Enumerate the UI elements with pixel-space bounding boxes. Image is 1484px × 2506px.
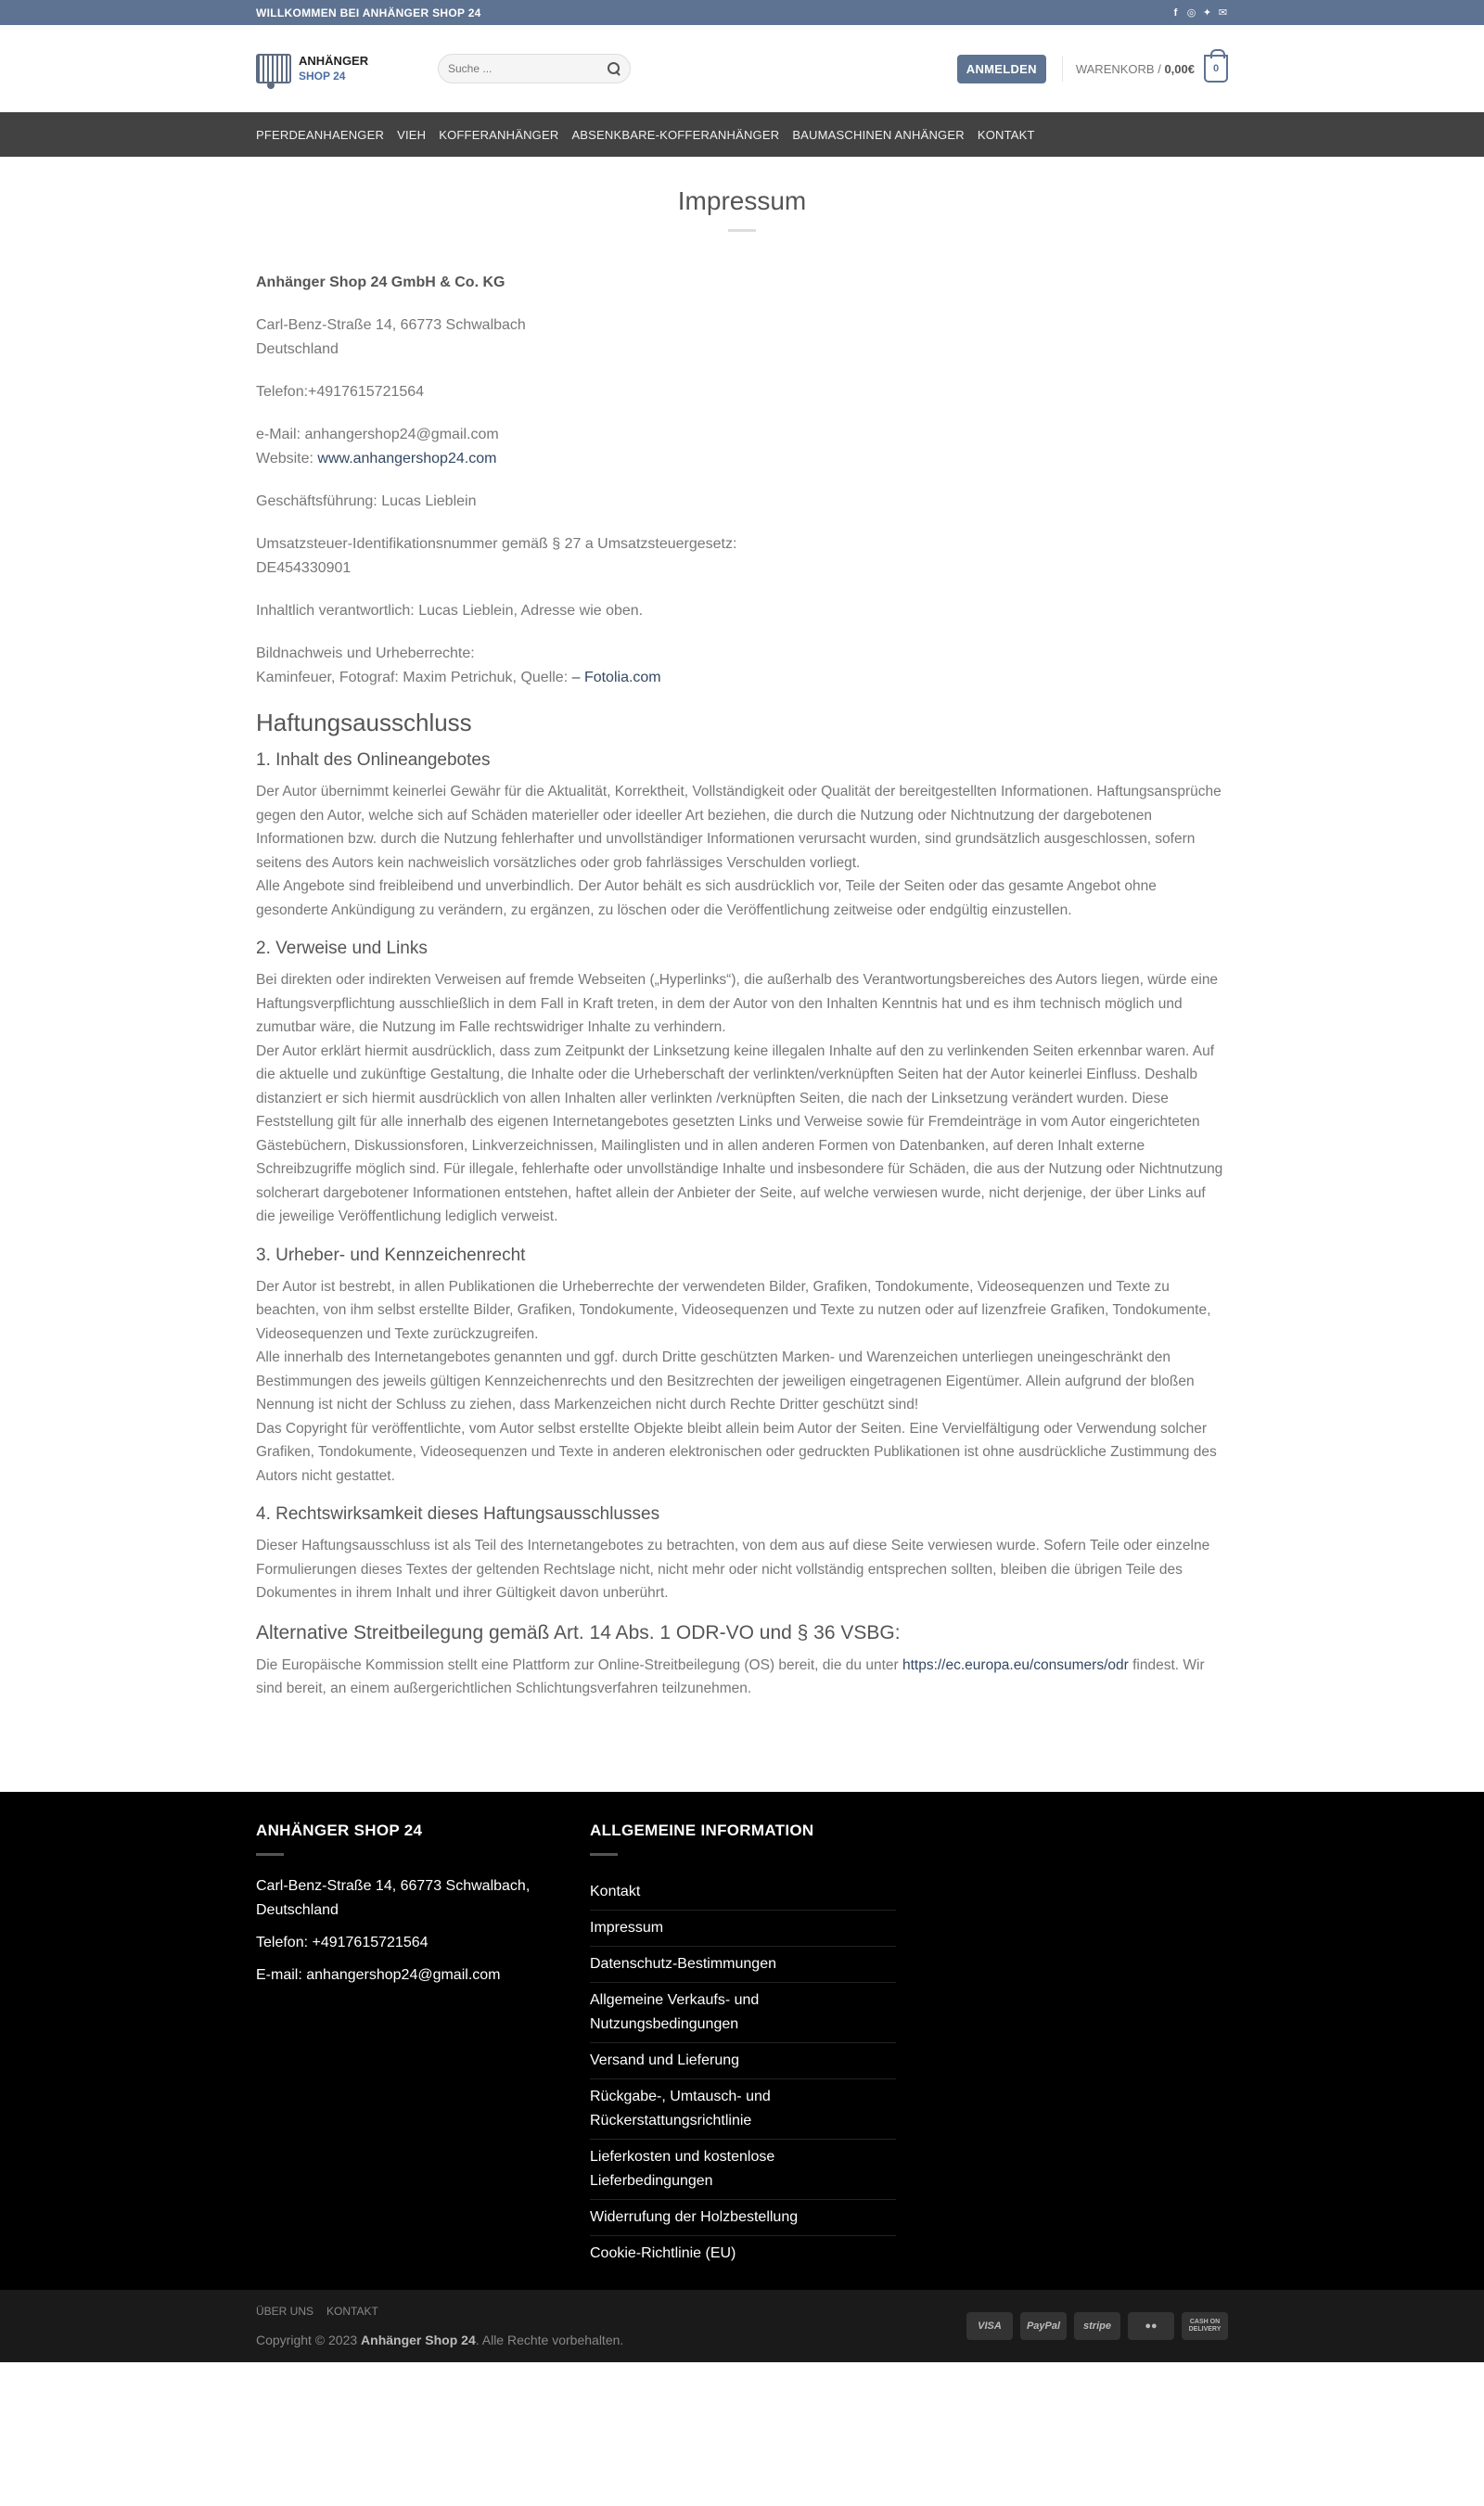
visa-icon: VISA [966,2312,1013,2340]
management: Geschäftsführung: Lucas Lieblein [256,493,477,509]
logo-line1: ANHÄNGER [299,54,369,68]
image-credits-title: Bildnachweis und Urheberrechte: [256,646,475,661]
search-box [438,54,631,83]
footer-link-rueckgabe[interactable]: Rückgabe-, Umtausch- und Rückerstattungsrichtlinie [590,2079,896,2140]
footer-link-versand[interactable]: Versand und Lieferung [590,2043,896,2079]
footer-column-info [590,1822,896,2271]
section-3-heading: 3. Urheber- und Kennzeichenrecht [256,1245,526,1265]
footer-divider [590,1853,618,1856]
cart-amount: 0,00€ [1164,61,1195,76]
instagram-icon[interactable]: ◎ [1186,7,1196,19]
contact-info [256,423,1228,471]
odr-heading: Alternative Streitbeilegung gemäß Art. 14 Abs. 1 ODR-VO und § 36 VSBG: [256,1621,901,1643]
address-line1: Carl-Benz-Straße 14, 66773 Schwalbach [256,317,526,333]
vat-line1: Umsatzsteuer-Identifikationsnummer gemäß § 27 a Umsatzsteuergesetz: [256,536,737,552]
section-2-paragraph-1: Bei direkten oder indirekten Verweisen auf fremde Webseiten („Hyperlinks“), die außerhalb des Verantwortungsbereiches des Autors liegen, würde eine Haftungsverpflichtung ausschließlich in dem Fall in Kraft treten, in dem der Autor von den Inhalten Kenntnis hat und es ihm technisch möglich und zumutbar wäre, die Nutzung im Falle rechtswidriger Inhalte zu verhindern. [256,972,1219,1035]
header-divider [1062,56,1063,82]
header [0,25,1484,112]
odr-paragraph [256,1654,1228,1701]
company-name: Anhänger Shop 24 GmbH & Co. KG [256,275,505,290]
email-icon[interactable]: ✉ [1218,7,1228,19]
copyright-brand: Anhänger Shop 24 [361,2332,476,2347]
main-content [0,157,1484,1701]
section-3-paragraph-2: Alle innerhalb des Internetangebotes genannten und ggf. durch Dritte geschützten Marken- und Warenzeichen unterliegen uneingeschränkt den Bestimmungen des jeweils gültigen Kennzeichenrechts und den Besitzrechten der jeweiligen eingetragenen Eigentümer. Allein aufgrund der bloßen Nennung ist nicht der Schluss zu ziehen, dass Markenzeichen nicht durch Rechte Dritter geschützt sind! [256,1349,1195,1413]
disclaimer-heading: Haftungsausschluss [256,709,472,736]
footer-info-menu [590,1874,896,2271]
mastercard-icon: ●● [1128,2312,1174,2340]
footer-address: Carl-Benz-Straße 14, 66773 Schwalbach, Deutschland [256,1877,531,1918]
section-1-heading: 1. Inhalt des Onlineangebotes [256,750,491,770]
email: e-Mail: anhangershop24@gmail.com [256,427,499,442]
nav-item-vieh[interactable]: VIEH [397,127,427,142]
cart-bag-icon[interactable] [1204,55,1228,83]
footer-link-kontakt[interactable]: Kontakt [590,1874,896,1911]
logo[interactable] [256,54,438,83]
bottom-footer [0,2290,1484,2362]
vat-info [256,532,1228,581]
footer-shop-heading: ANHÄNGER SHOP 24 [256,1821,423,1839]
copyright-prefix: Copyright © 2023 [256,2332,358,2347]
section-2-heading: 2. Verweise und Links [256,939,428,958]
payment-icons [966,2312,1228,2340]
cart-count: 0 [1212,63,1220,74]
facebook-icon[interactable]: f [1173,6,1178,19]
cash-on-delivery-icon: CASH ON DELIVERY [1182,2312,1228,2340]
nav-item-kontakt[interactable]: KONTAKT [977,127,1035,142]
title-divider [728,229,756,232]
paypal-icon: PayPal [1020,2312,1067,2340]
top-bar [0,0,1484,25]
footer [0,1792,1484,2290]
footer-column-shop [256,1822,590,2271]
main-nav [0,112,1484,157]
footer-link-cookie[interactable]: Cookie-Richtlinie (EU) [590,2244,736,2261]
website-label: Website: [256,451,313,467]
footer-email: E-mail: anhangershop24@gmail.com [256,1966,501,1983]
page-title: Impressum [677,186,807,215]
footer-link-datenschutz[interactable]: Datenschutz-Bestimmungen [590,1947,896,1983]
address [256,313,1228,362]
footer-bottom-link-kontakt[interactable]: KONTAKT [326,2304,378,2318]
phone: Telefon:+4917615721564 [256,384,425,400]
footer-phone: Telefon: +4917615721564 [256,1934,429,1950]
section-3-paragraph-3: Das Copyright für veröffentlichte, vom Autor selbst erstellte Objekte bleibt allein beim Autor der Seiten. Eine Vervielfältigung oder Verwendung solcher Grafiken, Tondokumente, Videosequenzen und Texte in anderen elektronischen oder gedruckten Publikationen ist ohne ausdrückliche Zustimmung des Autors nicht gestattet. [256,1420,1217,1484]
login-button[interactable]: ANMELDEN [957,55,1046,83]
responsible: Inhaltlich verantwortlich: Lucas Lieblein, Adresse wie oben. [256,603,644,619]
welcome-text: WILLKOMMEN BEI ANHÄNGER SHOP 24 [256,6,481,19]
copyright [256,2333,623,2347]
footer-link-widerrufung[interactable]: Widerrufung der Holzbestellung [590,2200,896,2236]
address-line2: Deutschland [256,341,339,357]
copyright-suffix: . Alle Rechte vorbehalten. [475,2332,624,2347]
search-icon[interactable] [608,62,620,75]
footer-divider [256,1853,284,1856]
section-1-paragraph-2: Alle Angebote sind freibleibend und unverbindlich. Der Autor behält es sich ausdrücklich vor, Teile der Seiten oder das gesamte Angebot ohne gesonderte Ankündigung zu verändern, zu ergänzen, zu löschen oder die Veröffentlichung zeitweise oder endgültig einzustellen. [256,878,1157,918]
nav-item-absenkbare-kofferanhaenger[interactable]: ABSENKBARE-KOFFERANHÄNGER [571,127,780,142]
twitter-icon[interactable]: ✦ [1202,7,1212,19]
footer-link-impressum[interactable]: Impressum [590,1911,896,1947]
vat-number: DE454330901 [256,560,352,576]
footer-bottom-link-ueber-uns[interactable]: ÜBER UNS [256,2304,314,2318]
section-1-paragraph-1: Der Autor übernimmt keinerlei Gewähr für die Aktualität, Korrektheit, Vollständigkeit oder Qualität der bereitgestellten Informationen. Haftungsansprüche gegen den Autor, welche sich auf Schäden materieller oder ideeller Art beziehen, die durch die Nutzung oder Nichtnutzung der dargebotenen Informationen bzw. durch die Nutzung fehlerhafter und unvollständiger Informationen verursacht wurden, sind grundsätzlich ausgeschlossen, sofern seitens des Autors kein nachweislich vorsätzliches oder grob fahrlässiges Verschulden vorliegt. [256,784,1222,871]
image-credits [256,642,1228,690]
nav-item-kofferanhaenger[interactable]: KOFFERANHÄNGER [439,127,559,142]
footer-link-agb[interactable]: Allgemeine Verkaufs- und Nutzungsbedingungen [590,1983,896,2043]
footer-info-heading: ALLGEMEINE INFORMATION [590,1821,814,1839]
website-link[interactable]: www.anhangershop24.com [317,451,497,467]
image-credits-text: Kaminfeuer, Fotograf: Maxim Petrichuk, Quelle: [256,670,569,685]
nav-item-baumaschinen-anhaenger[interactable]: BAUMASCHINEN ANHÄNGER [792,127,965,142]
section-4-heading: 4. Rechtswirksamkeit dieses Haftungsausschlusses [256,1504,660,1524]
cart-label: WARENKORB / [1075,61,1161,76]
section-4-paragraph-1: Dieser Haftungsausschluss ist als Teil des Internetangebotes zu betrachten, von dem aus auf diese Seite verwiesen wurde. Sofern Teile oder einzelne Formulierungen dieses Textes der geltenden Rechtslage nicht, nicht mehr oder nicht vollständig entsprechen sollten, bleiben die übrigen Teile des Dokumentes in ihrem Inhalt und ihrer Gültigkeit davon unberührt. [256,1538,1210,1601]
odr-link[interactable]: https://ec.europa.eu/consumers/odr [902,1656,1129,1673]
odr-text-after: findest. Wir sind bereit, an einem außergerichtlichen Schlichtungsverfahren teilzunehmen. [256,1656,1205,1696]
cart-link[interactable] [1076,62,1195,76]
footer-link-lieferkosten[interactable]: Lieferkosten und kostenlose Lieferbedingungen [590,2140,896,2200]
section-3-paragraph-1: Der Autor ist bestrebt, in allen Publikationen die Urheberrechte der verwendeten Bilder, Grafiken, Tondokumente, Videosequenzen und Texte zu beachten, von ihm selbst erstellte Bilder, Grafiken, Tondokumente, Videosequenzen und Texte zu nutzen oder auf lizenzfreie Grafiken, Tondokumente, Videosequenzen und Texte zurückzugreifen. [256,1278,1211,1342]
stripe-icon: stripe [1074,2312,1120,2340]
section-2-paragraph-2: Der Autor erklärt hiermit ausdrücklich, dass zum Zeitpunkt der Linksetzung keine illegalen Inhalte auf den zu verlinkenden Seiten erkennbar waren. Auf die aktuelle und zukünftige Gestaltung, die Inhalte oder die Urheberschaft der verlinkten/verknüpften Seiten hat der Autor keinerlei Einfluss. Deshalb distanziert er sich hiermit ausdrücklich von allen Inhalten aller verlinkten /verknüpften Seiten, die nach der Linksetzung verändert wurden. Diese Feststellung gilt für alle innerhalb des eigenen Internetangebotes gesetzten Links und Verweise sowie für Fremdeinträge in vom Autor eingerichteten Gästebüchern, Diskussionsforen, Linkverzeichnissen, Mailinglisten und in allen anderen Formen von Datenbanken, auf deren Inhalt externe Schreibzugriffe möglich sind. Für illegale, fehlerhafte oder unvollständige Inhalte und insbesondere für Schäden, die aus der Nutzung oder Nichtnutzung solcherart dargebotener Informationen entstehen, haftet allein der Anbieter der Seite, auf welche verwiesen wurde, nicht derjenige, der über Links auf die jeweilige Veröffentlichung lediglich verweist. [256,1042,1223,1224]
odr-text-before: Die Europäische Kommission stellt eine Plattform zur Online-Streitbeilegung (OS) bereit, die du unter [256,1656,899,1673]
search-input[interactable] [448,62,608,75]
social-icons [1171,6,1228,19]
nav-item-pferdeanhaenger[interactable]: PFERDEANHAENGER [256,127,385,142]
fotolia-link[interactable]: – Fotolia.com [571,670,661,685]
logo-line2: SHOP 24 [299,70,346,83]
trailer-logo-icon [256,54,291,83]
